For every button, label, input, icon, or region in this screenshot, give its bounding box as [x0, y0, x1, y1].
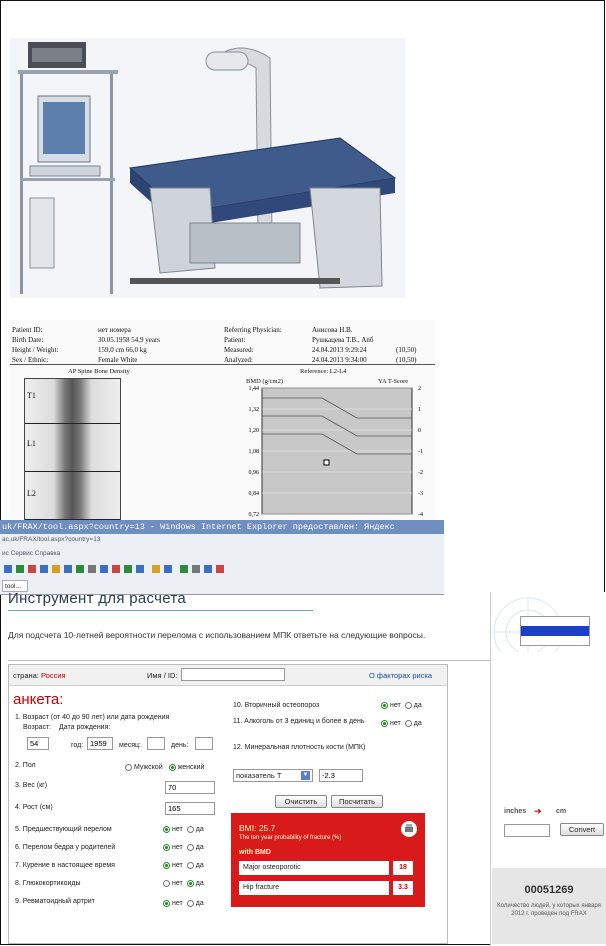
analyzed-value: 24.04.2013 9:34:00: [312, 356, 367, 364]
parent-hip-options: [159, 843, 204, 852]
flag-red-stripe: [521, 636, 589, 645]
yes-label: да: [413, 720, 422, 727]
y2-tick-label: 1: [418, 407, 421, 413]
patient-id-label: Patient ID:: [12, 326, 43, 334]
rheumatoid-options: [159, 899, 204, 908]
alcohol-options: [377, 719, 422, 728]
no-radio[interactable]: [381, 720, 388, 727]
spine-title: AP Spine Bone Density: [68, 368, 130, 375]
question-weight: 3. Вес (кг): [15, 782, 48, 789]
question-rheumatoid: 9. Ревматоидный артрит: [15, 898, 95, 905]
no-label: нет: [172, 826, 183, 833]
print-icon[interactable]: [401, 821, 417, 837]
question-bmd: 12. Минеральная плотность кости (МПК): [233, 744, 366, 751]
question-parent-hip: 6. Перелом бедра у родителей: [15, 844, 116, 851]
frax-top-row: [9, 665, 447, 686]
measured-code: (10,50): [396, 346, 417, 354]
no-radio[interactable]: [163, 826, 170, 833]
patient-label: Patient:: [224, 336, 246, 344]
densitometer-illustration: [10, 38, 405, 298]
question-alcohol: 11. Алкоголь от 3 единиц и более в день: [233, 718, 365, 725]
sex-ethnic-value: Female White: [98, 356, 138, 364]
title-underline: [8, 610, 313, 611]
counter-text: Количество людей, у которых января 2012 г. проведен под FRAX: [497, 903, 601, 917]
no-radio[interactable]: [381, 702, 388, 709]
russia-flag: [520, 616, 590, 646]
frax-counter: [492, 868, 606, 944]
vertebra-t-label: T1: [27, 391, 36, 400]
clear-button[interactable]: Очистить: [275, 795, 327, 808]
female-radio[interactable]: [169, 764, 176, 771]
no-label: нет: [172, 862, 183, 869]
day-label: день:: [171, 742, 189, 749]
question-height: 4. Рост (см): [15, 804, 53, 811]
vertebra-l1-label: L1: [27, 439, 36, 448]
no-radio[interactable]: [163, 844, 170, 851]
tscore-input[interactable]: [319, 769, 363, 782]
reference-label: Reference: L2-L4: [300, 368, 347, 375]
y2-tick-label: -2: [418, 470, 423, 476]
hip-fracture-label: Hip fracture: [239, 881, 389, 895]
y-tick-label: 1,32: [248, 407, 259, 413]
browser-chrome: [0, 534, 444, 595]
question-secondary-osteoporosis: 10. Вторичный остеопороз: [233, 702, 320, 709]
yes-label: да: [195, 900, 204, 907]
bmd-type-value: показатель T: [236, 771, 282, 780]
month-label: месяц:: [119, 742, 141, 749]
y-tick-label: 1,08: [248, 449, 259, 455]
no-label: нет: [172, 844, 183, 851]
flag-white-stripe: [521, 617, 589, 626]
major-osteoporotic-label: Major osteoporotic: [239, 861, 389, 875]
measured-value: 24.04.2013 9:29:24: [312, 346, 367, 354]
height-weight-value: 159,0 cm 66,0 kg: [98, 346, 147, 354]
sex-options: [121, 763, 204, 772]
age-input[interactable]: [27, 737, 49, 750]
year-label: год:: [71, 742, 84, 749]
no-radio[interactable]: [163, 880, 170, 887]
yes-radio[interactable]: [187, 880, 194, 887]
y2-tick-label: -4: [418, 512, 423, 518]
height-input[interactable]: [165, 802, 215, 815]
toolbar-icons[interactable]: [2, 564, 242, 574]
bmd-axis-label: BMD (g/cm2): [246, 378, 284, 385]
day-input[interactable]: [195, 737, 213, 750]
yes-radio[interactable]: [187, 826, 194, 833]
male-radio[interactable]: [125, 764, 132, 771]
ya-axis-label: YA T-Score: [378, 378, 409, 385]
no-label: нет: [390, 720, 401, 727]
browser-title-bar: uk/FRAX/tool.aspx?country=13 - Windows Internet Explorer предоставлен: Яндекс: [0, 520, 444, 534]
question-sex: 2. Пол: [15, 762, 36, 769]
hip-fracture-value: 3.3: [393, 881, 413, 895]
patient-bmd-marker: [324, 460, 329, 465]
female-label: женский: [177, 764, 205, 771]
convert-button[interactable]: Convert: [560, 823, 604, 836]
y2-tick-label: 0: [418, 428, 421, 434]
question-prior-fracture: 5. Предшествующий перелом: [15, 826, 112, 833]
birth-date-value: 30.05.1958 54,9 years: [98, 336, 161, 344]
name-input[interactable]: [181, 668, 285, 681]
glucocorticoids-options: [159, 879, 204, 888]
no-radio[interactable]: [163, 862, 170, 869]
inches-label: inches: [504, 808, 527, 815]
chevron-down-icon[interactable]: ▼: [302, 772, 309, 778]
y-tick-label: 1,20: [248, 428, 259, 434]
referring-physician-label: Referring Physician:: [224, 326, 282, 334]
y-tick-label: 0,96: [248, 470, 259, 476]
arrow-right-icon: ➜: [534, 806, 542, 816]
patient-value: Рушкацева Т.В., Аnб: [312, 336, 374, 344]
age-label: Возраст:: [23, 724, 52, 731]
prior-fracture-options: [159, 825, 204, 834]
cm-label: cm: [556, 808, 567, 815]
country-label: страна:: [13, 671, 39, 680]
year-input[interactable]: [87, 737, 113, 750]
report-divider: [10, 364, 435, 365]
major-osteoporotic-value: 18: [393, 861, 413, 875]
sex-ethnic-label: Sex / Ethnic:: [12, 356, 49, 364]
y-tick-label: 1,44: [248, 386, 259, 392]
question-glucocorticoids: 8. Глюкокортикоиды: [15, 880, 81, 887]
referring-physician-value: Анисова Н.В.: [312, 326, 353, 334]
no-label: нет: [172, 900, 183, 907]
probability-text: The ten year probability of fracture (%): [239, 835, 342, 841]
country-value[interactable]: Россия: [41, 671, 66, 680]
analyzed-label: Analyzed:: [224, 356, 253, 364]
spine-scan-image: [24, 378, 121, 522]
toolbar: [2, 564, 242, 574]
flag-blue-stripe: [521, 626, 589, 636]
results-panel: [231, 813, 425, 907]
dxa-report: [10, 320, 435, 520]
no-label: нет: [172, 880, 183, 887]
page-title: Инструмент для расчета: [8, 590, 187, 607]
dob-label: Дата рождения:: [59, 724, 111, 731]
address-bar[interactable]: ac.uk/FRAX/tool.aspx?country=13: [2, 536, 101, 543]
y2-tick-label: -1: [418, 449, 423, 455]
bmd-type-select[interactable]: [233, 769, 313, 782]
vertebra-line: [25, 471, 120, 472]
name-label: Имя / ID:: [147, 671, 178, 680]
intro-text: Для подсчета 10-летней вероятности перелома с использованием МПК ответьте на следующие вопросы.: [8, 630, 426, 640]
yes-radio[interactable]: [405, 720, 412, 727]
height-weight-label: Height / Weight:: [12, 346, 59, 354]
sidebar-divider: [490, 592, 491, 946]
questionnaire-heading: анкета:: [13, 691, 64, 708]
frax-calculator: [8, 664, 448, 944]
smoking-options: [159, 861, 204, 870]
y2-tick-label: -3: [418, 491, 423, 497]
birth-date-label: Birth Date:: [12, 336, 44, 344]
no-radio[interactable]: [163, 900, 170, 907]
yes-radio[interactable]: [187, 844, 194, 851]
calculate-button[interactable]: Посчитать: [331, 795, 383, 808]
yes-label: да: [195, 880, 204, 887]
counter-value: 00051269: [524, 884, 574, 896]
with-bmd-label: with BMD: [239, 849, 271, 856]
menu-bar[interactable]: ис Сервис Справка: [2, 550, 61, 557]
measured-label: Measured:: [224, 346, 254, 354]
yes-label: да: [195, 826, 204, 833]
risk-factors-link[interactable]: О факторах риска: [369, 671, 433, 680]
secondary-osteoporosis-options: [377, 701, 422, 710]
yes-label: да: [195, 844, 204, 851]
y-tick-label: 0,72: [248, 512, 259, 518]
yes-radio[interactable]: [187, 900, 194, 907]
month-input[interactable]: [147, 737, 165, 750]
analyzed-code: (10,50): [396, 356, 417, 364]
y-tick-label: 0,84: [248, 491, 259, 497]
densitometer-photo: [10, 38, 405, 298]
yes-radio[interactable]: [187, 862, 194, 869]
yes-radio[interactable]: [405, 702, 412, 709]
y2-tick-label: 2: [418, 386, 421, 392]
male-label: Мужской: [134, 764, 163, 771]
yes-label: да: [195, 862, 204, 869]
browser-tab[interactable]: tool...: [2, 580, 28, 592]
question-smoking: 7. Курение в настоящее время: [15, 862, 115, 869]
vertebra-line: [25, 423, 120, 424]
inches-input[interactable]: [504, 824, 550, 837]
bmd-reference-chart: [236, 384, 432, 520]
vertebra-l2-label: L2: [27, 489, 36, 498]
yes-label: да: [413, 702, 422, 709]
question-age: 1. Возраст (от 40 до 90 лет) или дата рождения: [15, 714, 170, 721]
no-label: нет: [390, 702, 401, 709]
weight-input[interactable]: [165, 781, 215, 794]
printer-icon: [401, 821, 417, 837]
bmi-value: BMI: 25.7: [239, 823, 276, 833]
patient-id-value: нет номера: [98, 326, 131, 334]
